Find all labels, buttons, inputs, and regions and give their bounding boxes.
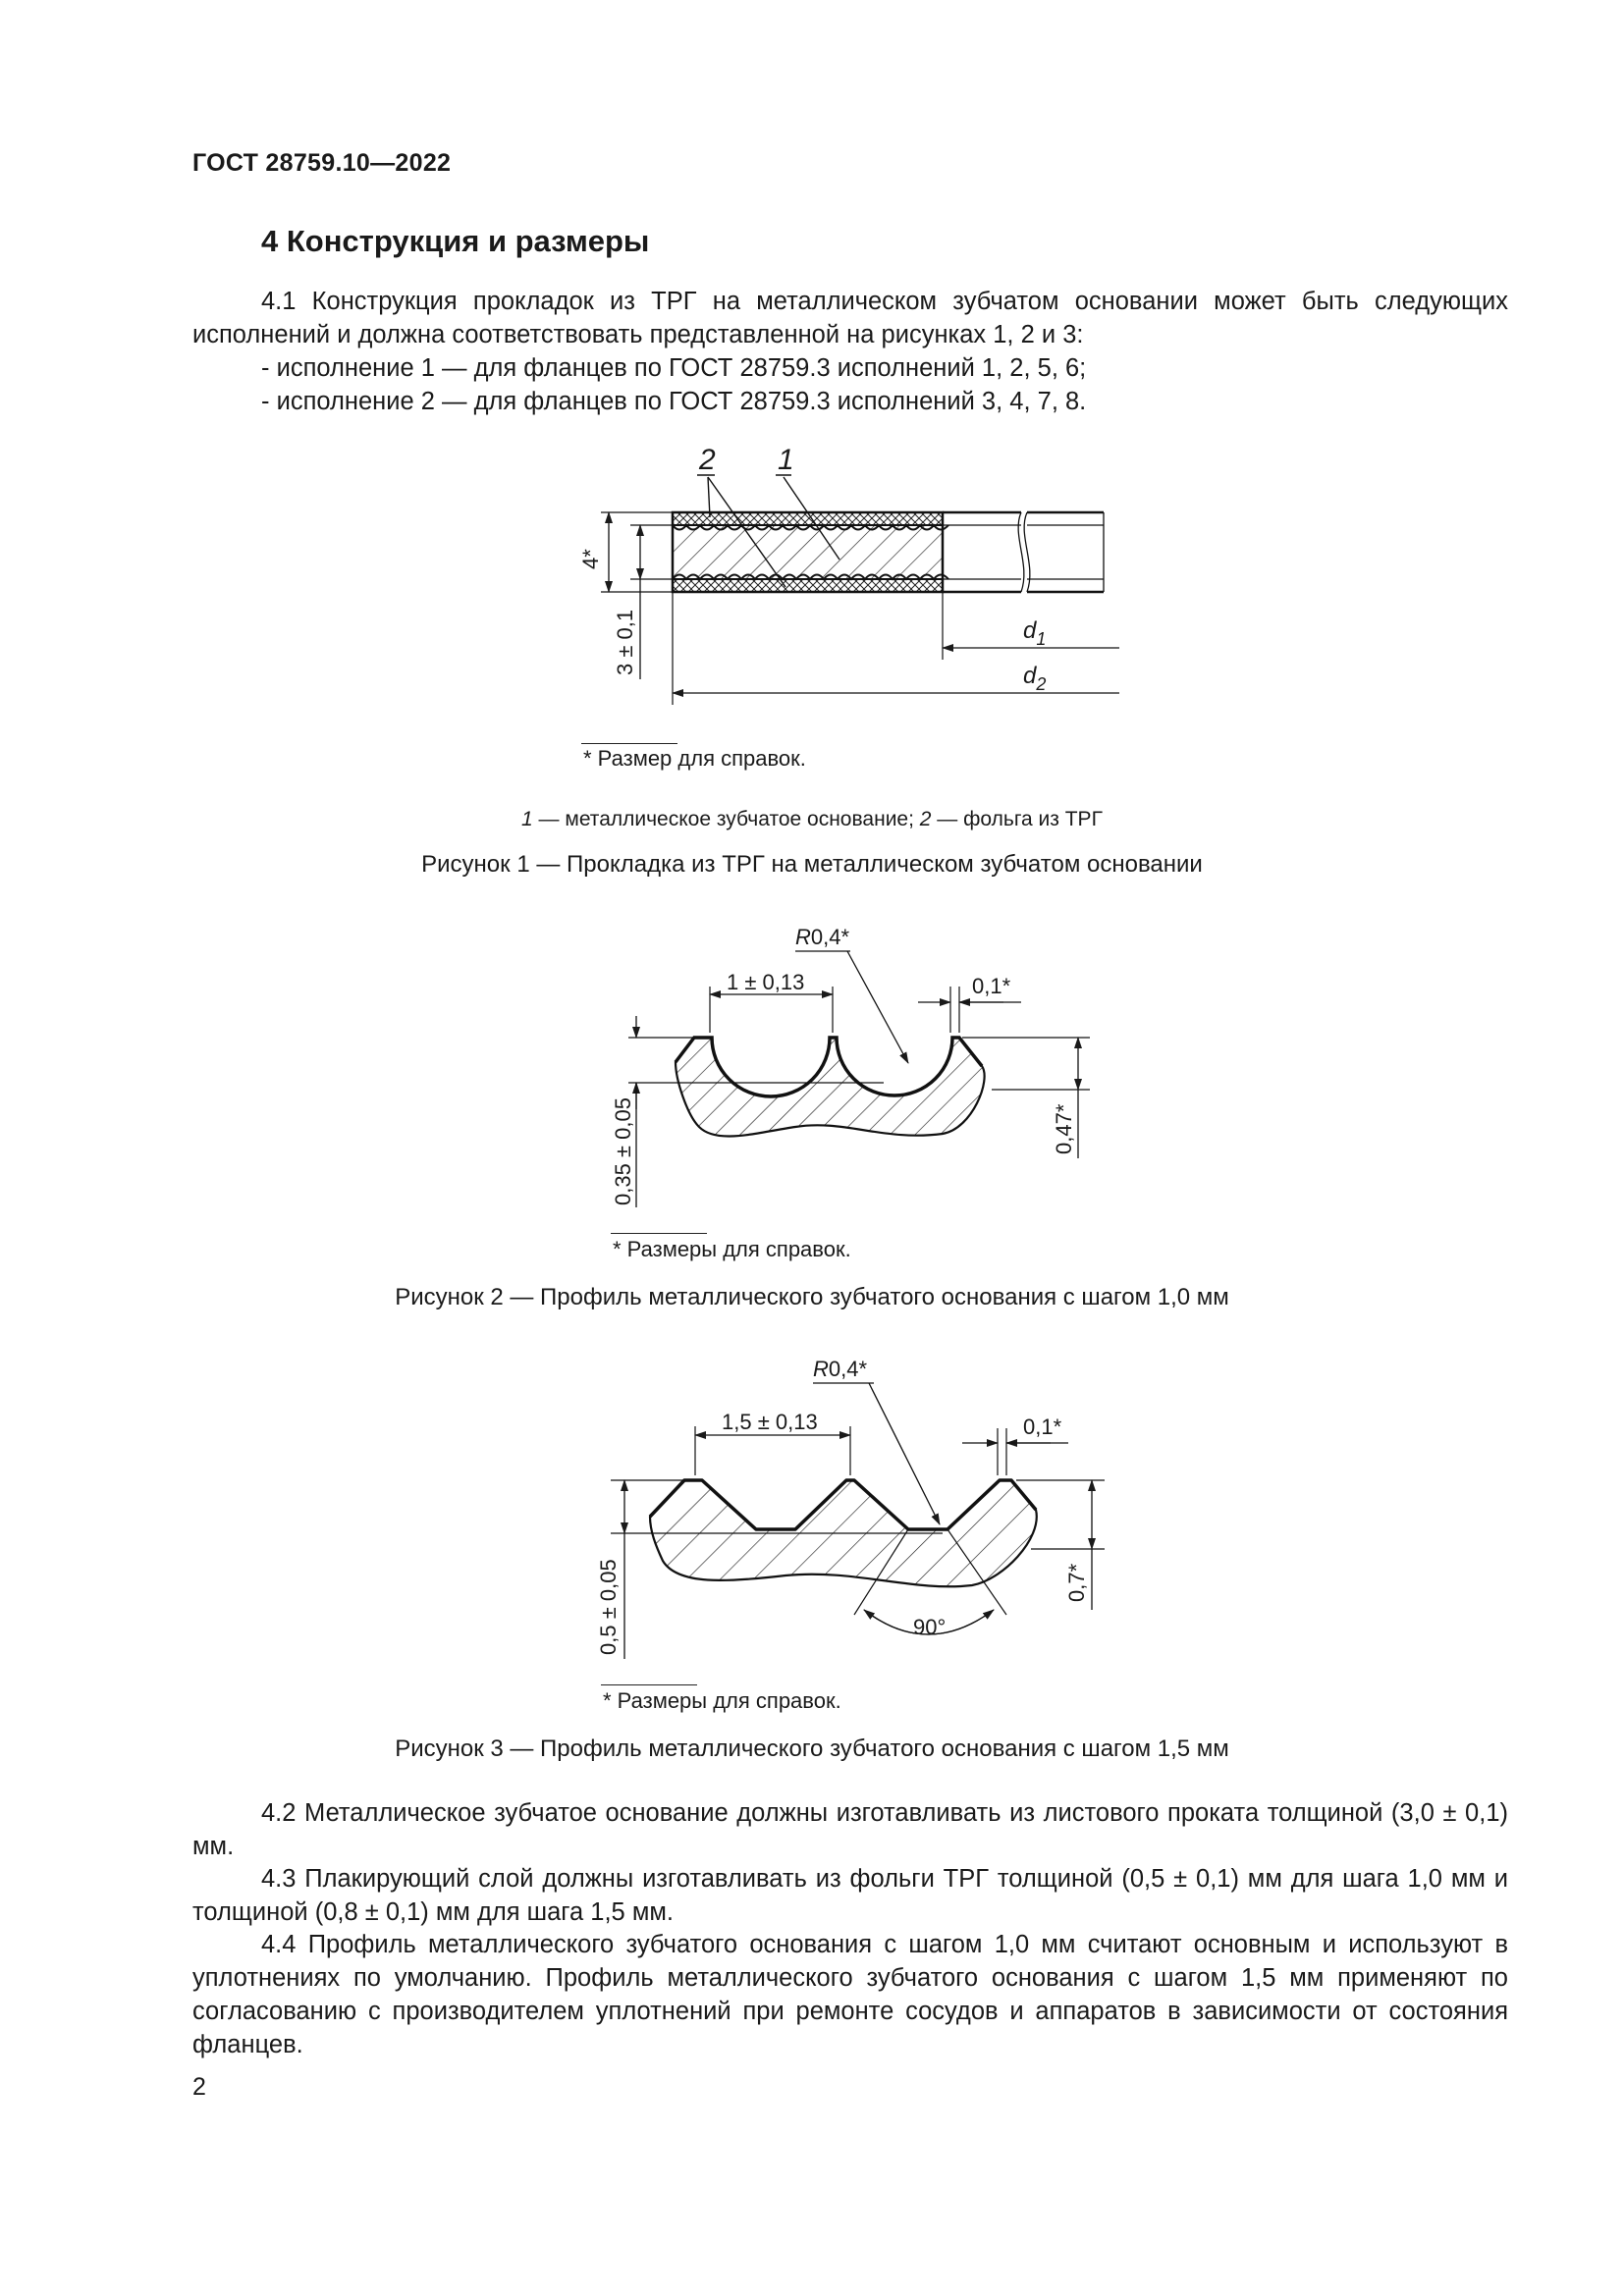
list-item-execution-1: - исполнение 1 — для фланцев по ГОСТ 28759.3 исполнений 1, 2, 5, 6; (261, 354, 1087, 382)
fig3-dim-depth-left: 0,5 ± 0,05 (596, 1559, 621, 1655)
paragraph-4-2 (192, 1796, 1508, 1863)
fig3-radius-label: R0,4* (813, 1357, 868, 1381)
fig1-caption: Рисунок 1 — Прокладка из ТРГ на металлическом зубчатом основании (421, 851, 1203, 878)
document-header: ГОСТ 28759.10—2022 (192, 149, 452, 177)
fig1-dim-d2: $d_2$ (1023, 663, 1047, 694)
fig2-radius-label: R0,4* (795, 925, 850, 949)
fig2-dim-tip: 0,1* (972, 974, 1011, 998)
fig2-profile (676, 1038, 985, 1137)
section-title: 4 Конструкция и размеры (261, 224, 650, 258)
fig1-dim-d1: $d_1$ (1023, 617, 1047, 649)
figure-3-drawing (596, 1357, 1105, 1659)
fig1-bottom-foil (673, 579, 943, 592)
fig3-dim-depth-right: 0,7* (1064, 1563, 1089, 1602)
fig3-dim-angle: 90° (913, 1615, 947, 1639)
paragraph-4-1-text: 4.1 Конструкция прокладок из ТРГ на металлическом зубчатом основании может быть следующих исполнений и должна соответствовать представленной на рисунках 1, 2 и 3: (192, 288, 1508, 348)
fig3-note-rule (601, 1684, 697, 1685)
fig2-caption: Рисунок 2 — Профиль металлического зубчатого основания с шагом 1,0 мм (395, 1284, 1229, 1310)
fig3-note: * Размеры для справок. (603, 1688, 841, 1713)
list-item-execution-2: - исполнение 2 — для фланцев по ГОСТ 28759.3 исполнений 3, 4, 7, 8. (261, 388, 1087, 415)
fig2-dim-depth-right: 0,47* (1052, 1103, 1076, 1154)
fig3-dim-pitch: 1,5 ± 0,13 (722, 1410, 818, 1434)
fig1-break-line (1018, 512, 1024, 592)
fig3-caption: Рисунок 3 — Профиль металлического зубчатого основания с шагом 1,5 мм (395, 1735, 1229, 1762)
fig1-note: * Размер для справок. (583, 746, 806, 771)
fig2-dim-depth-left: 0,35 ± 0,05 (611, 1097, 635, 1205)
figure-2-drawing (611, 925, 1090, 1207)
paragraph-4-3 (192, 1862, 1508, 1929)
fig1-callout-1: 1 (778, 444, 794, 476)
fig1-top-foil (673, 512, 943, 525)
paragraph-4-4 (192, 1928, 1508, 2061)
fig2-dim-pitch: 1 ± 0,13 (727, 970, 805, 994)
fig1-dim-height: 4* (578, 549, 603, 569)
fig2-note: * Размеры для справок. (613, 1237, 851, 1261)
fig1-dim-thickness: 3 ± 0,1 (613, 609, 637, 675)
figure-1-drawing (578, 444, 1119, 705)
page-number: 2 (192, 2073, 206, 2101)
paragraph-4-4-text: 4.4 Профиль металлического зубчатого основания с шагом 1,0 мм считают основным и используют в уплотнениях по умолчанию. Профиль металлического зубчатого основания с шагом 1,5 мм применяют по согласованию с производителем уплотнений при ремонте сосудов и аппаратов в зависимости от состояния фланцев. (192, 1931, 1508, 2058)
fig1-core-hatch (673, 525, 943, 579)
paragraph-4-2-text: 4.2 Металлическое зубчатое основание должны изготавливать из листового проката толщиной (3,0 ± 0,1) мм. (192, 1799, 1508, 1860)
fig1-callout-2: 2 (699, 444, 716, 476)
fig1-note-rule (581, 743, 677, 744)
fig3-dim-tip: 0,1* (1023, 1415, 1062, 1439)
paragraph-4-3-text: 4.3 Плакирующий слой должны изготавливать из фольги ТРГ толщиной (0,5 ± 0,1) мм для шага 1,0 мм и толщиной (0,8 ± 0,1) мм для шага 1,5 мм. (192, 1865, 1508, 1926)
fig2-note-rule (611, 1233, 707, 1234)
fig1-legend: 1 — металлическое зубчатое основание; 2 — фольга из ТРГ (521, 808, 1103, 830)
